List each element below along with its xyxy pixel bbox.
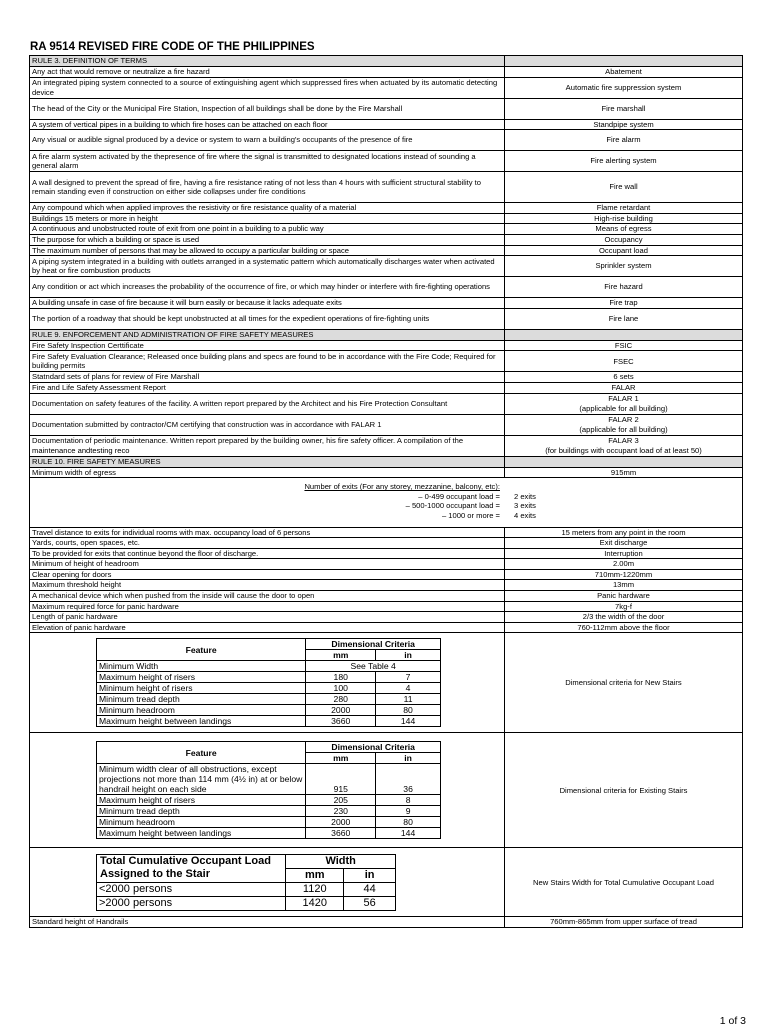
answer-text: 2.00m: [612, 559, 635, 569]
new-stairs-table: [96, 638, 441, 727]
table-row: [30, 538, 743, 549]
answer-text: Fire trap: [609, 298, 638, 308]
feature-header: Feature: [97, 639, 306, 661]
mm-cell: 180: [306, 672, 376, 683]
answer-note: (applicable for all building): [579, 424, 668, 434]
page-number: 1 of 3: [719, 1015, 746, 1027]
term-definition: A wall designed to prevent the spread of fire, having a fire resistance rating of not less than 4 hours with sufficient structural stability to remain standing even if construction on either side collapses under fire conditions: [30, 172, 505, 203]
term-definition: A system of vertical pipes in a building to which fire hoses can be attached on each floor: [30, 119, 505, 130]
term-answer: [505, 601, 743, 612]
occupant-load-header: Total Cumulative Occupant Load Assigned to the Stair: [97, 854, 286, 882]
term-definition: A continuous and unobstructed route of exit from one point in a building to a public way: [30, 224, 505, 235]
term-answer: [505, 351, 743, 372]
term-definition: Standard height of Handrails: [30, 917, 505, 928]
table-row: [97, 795, 441, 806]
table-row: [97, 806, 441, 817]
answer-text: Sprinkler system: [595, 261, 652, 271]
table-row: [97, 896, 396, 910]
occupant-load-cell: <2000 persons: [97, 882, 286, 896]
feature-cell: Maximum height between landings: [97, 828, 306, 839]
term-definition: Fire and Life Safety Assessment Report: [30, 382, 505, 393]
table-row: [97, 828, 441, 839]
feature-cell: Maximum height of risers: [97, 795, 306, 806]
feature-cell: Minimum width clear of all obstructions, except projections not more than 114 mm (4½ in) at or below handrail height on each side: [97, 764, 306, 795]
term-definition: Fire Safety Inspection Certtificate: [30, 340, 505, 351]
term-definition: The purpose for which a building or space is used: [30, 234, 505, 245]
table-row: [30, 559, 743, 570]
feature-cell: Minimum tread depth: [97, 806, 306, 817]
answer-note: (applicable for all building): [579, 403, 668, 413]
mm-cell: 230: [306, 806, 376, 817]
table-row: [30, 393, 743, 414]
mm-cell: 915: [306, 764, 376, 795]
term-answer: [505, 538, 743, 549]
term-definition: Maximum required force for panic hardware: [30, 601, 505, 612]
term-answer: [505, 213, 743, 224]
term-answer: [505, 172, 743, 203]
term-answer: [505, 917, 743, 928]
answer-text: Automatic fire suppression system: [565, 82, 682, 92]
answer-text: 760mm-865mm from upper surface of tread: [550, 917, 697, 927]
in-cell: 8: [376, 795, 441, 806]
exits-count: 2 exits: [514, 491, 536, 501]
table-row: [30, 591, 743, 602]
answer-text: 710mm-1220mm: [594, 569, 653, 579]
in-header: in: [376, 753, 441, 764]
term-answer: [505, 119, 743, 130]
criteria-header: Dimensional Criteria: [306, 742, 441, 753]
answer-text: 915mm: [610, 467, 637, 477]
rule-9-header: RULE 9. ENFORCEMENT AND ADMINISTRATION OF FIRE SAFETY MEASURES: [30, 329, 505, 340]
term-answer: [505, 612, 743, 623]
in-cell: 36: [376, 764, 441, 795]
criteria-header: Dimensional Criteria: [306, 639, 441, 650]
term-definition: Any act that would remove or neutralize a fire hazard: [30, 67, 505, 78]
term-definition: Statndard sets of plans for review of Fire Marshall: [30, 372, 505, 383]
table-row: [30, 478, 743, 527]
in-cell: 11: [376, 694, 441, 705]
term-definition: Documentation submitted by contractor/CM certifying that construction was in accordance with FALAR 1: [30, 414, 505, 435]
table-row: [30, 172, 743, 203]
table-row: [30, 67, 743, 78]
table-row: [30, 917, 743, 928]
in-cell: 144: [376, 716, 441, 727]
exits-heading: Number of exits (For any storey, mezzanine, balcony, etc):: [304, 482, 500, 492]
mm-cell: 2000: [306, 705, 376, 716]
answer-text: 15 meters from any point in the room: [561, 527, 686, 537]
feature-cell: Minimum headroom: [97, 817, 306, 828]
table-row: [30, 569, 743, 580]
term-answer: [505, 548, 743, 559]
term-answer: [505, 467, 743, 478]
term-definition: Any compound which when applied improves the resistivity or fire resistance quality of a material: [30, 203, 505, 214]
term-definition: Any condition or act which increases the probability of the occurrence of fire, or which may hinder or interfere with fire-fighting operations: [30, 277, 505, 298]
table-row: [30, 848, 743, 917]
answer-text: Occupancy: [604, 234, 643, 244]
term-definition: A mechanical device which when pushed from the inside will cause the door to open: [30, 591, 505, 602]
answer-text: Panic hardware: [597, 591, 650, 601]
term-answer: [505, 622, 743, 633]
table-row: [30, 601, 743, 612]
term-answer: [505, 203, 743, 214]
document-title: RA 9514 REVISED FIRE CODE OF THE PHILIPPINES: [30, 41, 315, 53]
feature-cell: Minimum headroom: [97, 705, 306, 716]
stairs-table-cell: [30, 848, 505, 917]
criteria-cell: See Table 4: [306, 661, 441, 672]
term-answer: [505, 130, 743, 151]
table-row: [97, 694, 441, 705]
mm-cell: 280: [306, 694, 376, 705]
mm-cell: 2000: [306, 817, 376, 828]
table-row: [97, 716, 441, 727]
exits-load-label: – 1000 or more =: [441, 510, 500, 520]
in-cell: 80: [376, 705, 441, 716]
term-definition: Yards, courts, open spaces, etc.: [30, 538, 505, 549]
answer-text: Fire marshall: [601, 103, 646, 113]
answer-text: Occupant load: [599, 245, 648, 255]
feature-cell: Minimum height of risers: [97, 683, 306, 694]
table-row: [30, 130, 743, 151]
term-definition: Minimum of height of headroom: [30, 559, 505, 570]
answer-text: FALAR 3: [608, 435, 639, 445]
stairs-label: Dimensional criteria for New Stairs: [505, 633, 743, 733]
answer-text: Fire alarm: [606, 135, 641, 145]
term-answer: [505, 580, 743, 591]
rule-10-header: RULE 10. FIRE SAFETY MEASURES: [30, 456, 505, 467]
feature-header: Feature: [97, 742, 306, 764]
table-row: [30, 213, 743, 224]
table-row: [30, 98, 743, 119]
table-row: [30, 340, 743, 351]
term-answer: [505, 77, 743, 98]
existing-stairs-table: [96, 741, 441, 839]
exits-count: 3 exits: [514, 501, 536, 511]
mm-cell: 3660: [306, 716, 376, 727]
in-cell: 9: [376, 806, 441, 817]
answer-text: 760-112mm above the floor: [577, 622, 670, 632]
term-answer: [505, 382, 743, 393]
answer-text: Fire wall: [609, 182, 638, 192]
table-row: [30, 298, 743, 309]
term-answer: [505, 245, 743, 256]
exits-load-label: – 500-1000 occupant load =: [405, 501, 500, 511]
stairs-label: Dimensional criteria for Existing Stairs: [505, 733, 743, 848]
mm-cell: 1420: [286, 896, 344, 910]
exits-load-label: – 0-499 occupant load =: [418, 491, 500, 501]
mm-cell: 100: [306, 683, 376, 694]
table-row: [30, 119, 743, 130]
answer-text: FSEC: [613, 356, 634, 366]
term-answer: [505, 151, 743, 172]
answer-text: Abatement: [605, 67, 642, 76]
feature-cell: Maximum height of risers: [97, 672, 306, 683]
term-definition: To be provided for exits that continue beyond the floor of discharge.: [30, 548, 505, 559]
section-header-row: [30, 56, 743, 67]
rule-3-header: RULE 3. DEFINITION OF TERMS: [30, 56, 505, 67]
mm-header: mm: [306, 753, 376, 764]
mm-cell: 1120: [286, 882, 344, 896]
number-of-exits: [30, 478, 743, 527]
section-header-blank: [505, 456, 743, 467]
term-answer: [505, 224, 743, 235]
term-definition: Maximum threshold height: [30, 580, 505, 591]
term-definition: An integrated piping system connected to a source of extinguishing agent which suppressed fires when actuated by its automatic detecting device: [30, 77, 505, 98]
table-row: [30, 622, 743, 633]
table-row: [97, 882, 396, 896]
table-row: [30, 372, 743, 383]
table-row: [30, 151, 743, 172]
table-row: [30, 612, 743, 623]
in-cell: 80: [376, 817, 441, 828]
answer-text: 13mm: [612, 580, 635, 590]
term-definition: Fire Safety Evaluation Clearance; Released once building plans and specs are found to be in accordance with the Fire Code; Required for building permits: [30, 351, 505, 372]
mm-header: mm: [286, 868, 344, 882]
table-row: [97, 705, 441, 716]
term-answer: [505, 98, 743, 119]
term-definition: Any visual or audible signal produced by a device or system to warn a building's occupants of the presence of fire: [30, 130, 505, 151]
table-row: [97, 764, 441, 795]
feature-cell: Minimum Width: [97, 661, 306, 672]
table-row: [30, 548, 743, 559]
table-row: [30, 580, 743, 591]
term-answer: [505, 256, 743, 277]
answer-text: Fire hazard: [604, 282, 643, 292]
in-cell: 7: [376, 672, 441, 683]
term-answer: [505, 67, 743, 78]
table-row: [30, 467, 743, 478]
term-answer: [505, 414, 743, 435]
answer-text: Exit discharge: [599, 538, 648, 548]
answer-text: Interruption: [604, 548, 643, 558]
term-answer: [505, 569, 743, 580]
term-answer: [505, 277, 743, 298]
section-header-row: [30, 329, 743, 340]
in-cell: 144: [376, 828, 441, 839]
table-row: [30, 633, 743, 733]
occupant-load-cell: >2000 persons: [97, 896, 286, 910]
answer-text: FALAR 2: [608, 414, 639, 424]
table-row: [30, 277, 743, 298]
table-row: [30, 245, 743, 256]
term-definition: Buildings 15 meters or more in height: [30, 213, 505, 224]
table-row: [97, 672, 441, 683]
table-row: [30, 733, 743, 848]
term-answer: [505, 393, 743, 414]
stair-width-table: [96, 854, 396, 911]
term-definition: Clear opening for doors: [30, 569, 505, 580]
table-row: [97, 683, 441, 694]
answer-text: FSIC: [614, 340, 633, 350]
stairs-table-cell: [30, 733, 505, 848]
term-answer: [505, 591, 743, 602]
answer-text: FALAR: [611, 382, 636, 392]
in-cell: 44: [344, 882, 396, 896]
term-definition: The head of the City or the Municipal Fire Station, Inspection of all buildings shall be done by the Fire Marshall: [30, 98, 505, 119]
table-row: [30, 382, 743, 393]
exits-count: 4 exits: [514, 510, 536, 520]
answer-text: 7kg-f: [615, 601, 632, 611]
term-definition: The portion of a roadway that should be kept unobstructed at all times for the expedient operations of fire-fighting units: [30, 308, 505, 329]
mm-cell: 3660: [306, 828, 376, 839]
table-row: [30, 234, 743, 245]
mm-cell: 205: [306, 795, 376, 806]
term-definition: A fire alarm system activated by the thepresence of fire where the signal is transmitted to designated locations instead of sounding a general alarm: [30, 151, 505, 172]
answer-text: FALAR 1: [608, 393, 639, 403]
term-definition: Elevation of panic hardware: [30, 622, 505, 633]
in-header: in: [344, 868, 396, 882]
term-definition: The maximum number of persons that may be allowed to occupy a particular building or space: [30, 245, 505, 256]
answer-text: Means of egress: [595, 224, 652, 234]
term-definition: A building unsafe in case of fire because it will burn easily or because it lacks adequate exits: [30, 298, 505, 309]
width-header: Width: [286, 854, 396, 868]
answer-text: 6 sets: [613, 372, 634, 382]
table-row: [30, 256, 743, 277]
term-definition: Travel distance to exits for individual rooms with max. occupancy load of 6 persons: [30, 527, 505, 538]
table-row: [30, 414, 743, 435]
section-header-blank: [505, 329, 743, 340]
term-answer: [505, 234, 743, 245]
table-row: [30, 203, 743, 214]
feature-cell: Minimum tread depth: [97, 694, 306, 705]
table-row: [30, 435, 743, 456]
term-answer: [505, 435, 743, 456]
feature-cell: Maximum height between landings: [97, 716, 306, 727]
answer-text: Flame retardant: [596, 203, 651, 213]
answer-text: 2/3 the width of the door: [582, 612, 665, 622]
section-header-blank: [505, 56, 743, 67]
term-definition: Minimum width of egress: [30, 467, 505, 478]
answer-text: Standpipe system: [593, 119, 654, 129]
stairs-label: New Stairs Width for Total Cumulative Occupant Load: [505, 848, 743, 917]
term-answer: [505, 308, 743, 329]
mm-header: mm: [306, 650, 376, 661]
table-row: [30, 224, 743, 235]
term-answer: [505, 559, 743, 570]
stairs-table-cell: [30, 633, 505, 733]
term-definition: Length of panic hardware: [30, 612, 505, 623]
term-definition: Documentation on safety features of the facility. A written report prepared by the Architect and his Fire Protection Consultant: [30, 393, 505, 414]
table-row: [97, 817, 441, 828]
answer-text: Fire lane: [608, 313, 639, 323]
section-header-row: [30, 456, 743, 467]
term-answer: [505, 527, 743, 538]
fire-code-table: [29, 55, 743, 928]
table-row: [30, 527, 743, 538]
term-answer: [505, 372, 743, 383]
term-definition: A piping system integrated in a building with outlets arranged in a systematic pattern which automatically discharges water when activated by heat or fire combustion products: [30, 256, 505, 277]
answer-text: Fire alerting system: [590, 156, 657, 166]
in-header: in: [376, 650, 441, 661]
table-row: [30, 351, 743, 372]
term-answer: [505, 340, 743, 351]
answer-text: High-rise building: [594, 213, 653, 223]
term-answer: [505, 298, 743, 309]
answer-note: (for buildings with occupant load of at least 50): [545, 445, 702, 455]
table-row: [30, 77, 743, 98]
table-row: [97, 661, 441, 672]
table-row: [30, 308, 743, 329]
term-definition: Documentation of periodic maintenance. Written report prepared by the building owner, his fire safety officer. A compilation of the maintenance andtesting reco: [30, 435, 505, 456]
in-cell: 4: [376, 683, 441, 694]
in-cell: 56: [344, 896, 396, 910]
